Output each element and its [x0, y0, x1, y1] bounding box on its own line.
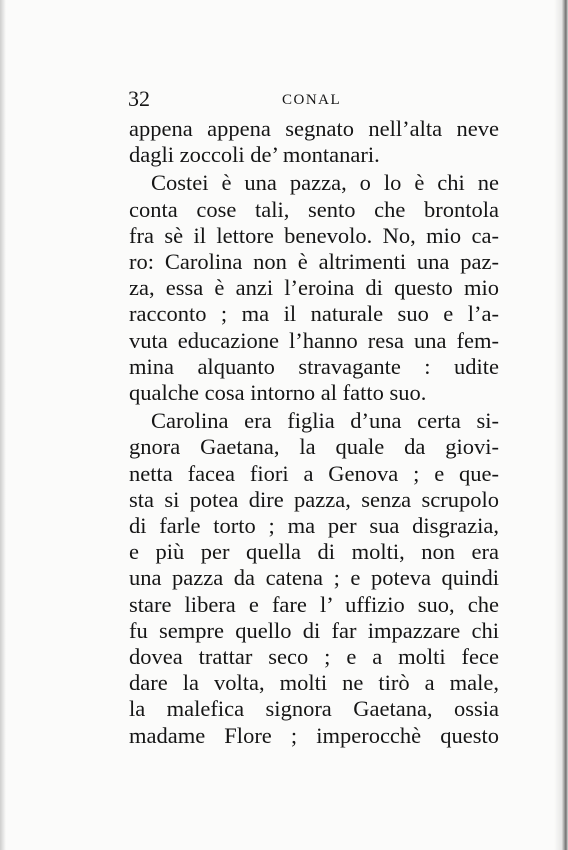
running-title: CONAL: [282, 92, 342, 108]
text-line: Carolina era figlia d’una certa si-: [151, 408, 499, 434]
page-number: 32: [128, 86, 150, 111]
text-line: stare libera e fare l’ uffizio suo, che: [129, 591, 499, 617]
paragraph-3: [129, 408, 499, 749]
text-line: appena appena segnato nell’alta neve: [129, 116, 499, 141]
paragraph-2: [129, 170, 499, 406]
text-line: e più per quella di molti, non era: [129, 539, 499, 565]
text-line: dovea trattar seco ; e a molti fece: [129, 644, 499, 670]
text-line: za, essa è anzi l’eroina di questo mio: [129, 275, 499, 301]
text-line: ro: Carolina non è altrimenti una paz-: [129, 249, 499, 275]
text-line: fu sempre quello di far impazzare chi: [129, 617, 499, 643]
text-line: la malefica signora Gaetana, ossia: [129, 696, 499, 722]
page-gutter-shadow: [0, 0, 6, 850]
text-line: fra sè il lettore benevolo. No, mio ca-: [129, 222, 499, 248]
body-text: [129, 116, 499, 749]
text-line: dagli zoccoli de’ montanari.: [129, 142, 380, 168]
page-header: [128, 86, 498, 112]
text-line: qualche cosa intorno al fatto suo.: [129, 380, 427, 406]
text-line: netta facea fiori a Genova ; e que-: [129, 460, 499, 486]
page-edge-shadow: [554, 0, 568, 850]
text-line: conta cose tali, sento che brontola: [129, 196, 499, 222]
text-line: racconto ; ma il naturale suo e l’a-: [129, 301, 499, 327]
text-line: gnora Gaetana, la quale da giovi-: [129, 434, 499, 460]
text-line: sta si potea dire pazza, senza scrupolo: [129, 486, 499, 512]
text-line: di farle torto ; ma per sua disgrazia,: [129, 513, 499, 539]
text-line: dare la volta, molti ne tirò a male,: [129, 670, 499, 696]
text-line: mina alquanto stravagante : udite: [129, 353, 499, 379]
text-line: Costei è una pazza, o lo è chi ne: [151, 170, 499, 196]
text-line: una pazza da catena ; e poteva quindi: [129, 565, 499, 591]
text-line: madame Flore ; imperocchè questo: [129, 722, 499, 748]
paragraph-1: [129, 116, 499, 168]
text-line: vuta educazione l’hanno resa una fem-: [129, 327, 499, 353]
